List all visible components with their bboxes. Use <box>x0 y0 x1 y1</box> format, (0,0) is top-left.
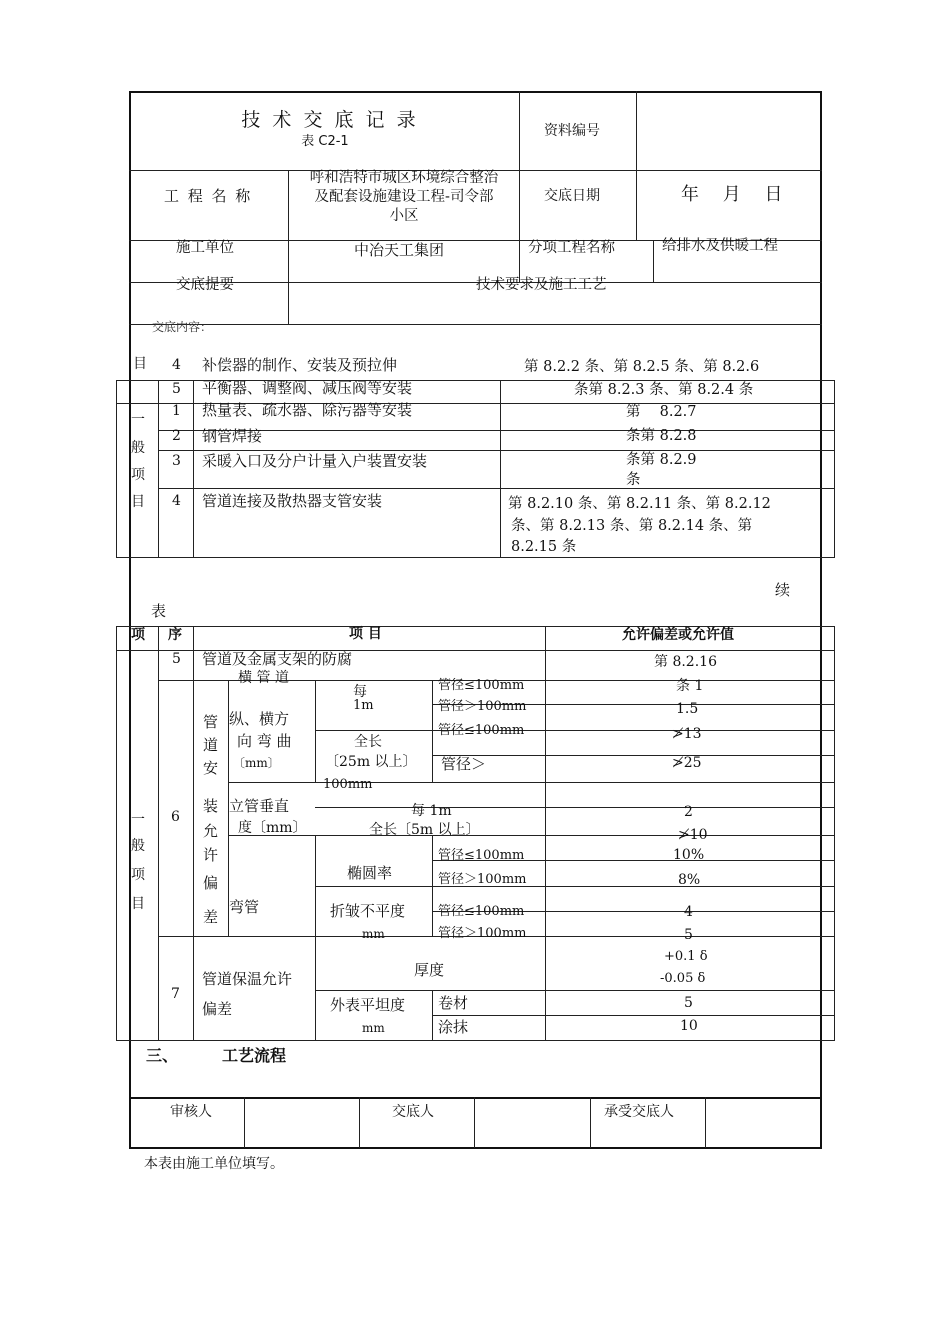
sign-divider-3 <box>474 1097 475 1148</box>
construction-unit-label: 施工单位 <box>176 240 234 256</box>
form-number: 表 C2-1 <box>301 134 349 149</box>
lower-tgt: 管径＞100mm <box>438 872 527 887</box>
upper-ref-divider <box>500 380 501 557</box>
upper-g4-ref2: 条、第 8.2.13 条、第 8.2.14 条、第 <box>511 518 753 534</box>
upper-r4-item: 补偿器的制作、安装及预拉伸 <box>202 356 398 374</box>
lower-bottom-border <box>116 1040 835 1041</box>
upper-g3-item: 采暖入口及分户计量入户装置安装 <box>202 452 428 470</box>
upper-right-border <box>834 380 835 557</box>
summary-label: 交底提要 <box>176 277 234 293</box>
lower-bao-2: 偏差 <box>202 1000 233 1018</box>
upper-g1-no: 1 <box>172 403 181 419</box>
lower-quan-1: 全长 <box>354 734 382 750</box>
header-row-line-4 <box>129 324 822 325</box>
upper-r5-no: 5 <box>172 381 181 397</box>
lower-gt100: 管径＞100mm <box>438 699 527 714</box>
lower-quan-2: 〔25m 以上〕 <box>325 754 417 770</box>
lower-gd-1: 管 <box>203 713 219 731</box>
upper-g3-ref2: 条 <box>626 472 641 488</box>
lower-li-1: 立管垂直 <box>229 797 290 815</box>
upper-side-4: 目 <box>131 494 145 510</box>
lower-quan5: 全长〔5m 以上〕 <box>369 822 480 838</box>
upper-g1-item: 热量表、疏水器、除污器等安装 <box>202 401 413 419</box>
lower-zle: 管径≤100mm <box>438 904 525 919</box>
lower-gd-5: 允 <box>203 822 219 840</box>
upper-line-5 <box>158 488 835 489</box>
project-name-line1: 呼和浩特市城区环境综合整治 <box>309 170 499 186</box>
lower-zong-2: 向 弯 曲 <box>237 732 292 750</box>
lower-val-juan: 5 <box>684 995 693 1011</box>
summary-value: 技术要求及施工工艺 <box>476 277 607 293</box>
sign-divider-5 <box>705 1097 706 1148</box>
receiver-label: 承受交底人 <box>604 1104 674 1120</box>
lower-line-j <box>315 990 835 991</box>
lower-le100: 管径≤100mm <box>438 678 525 693</box>
lower-line-k <box>432 1015 835 1016</box>
lower-hou-val-1: +0.1 δ <box>664 949 708 964</box>
lower-gd-8: 差 <box>203 908 219 926</box>
project-name-line3: 小区 <box>389 208 419 224</box>
lower-line-e <box>315 807 835 808</box>
header-name-divider <box>288 170 289 324</box>
lower-right-border <box>834 626 835 1040</box>
lower-head-xiang: 项 <box>131 627 145 643</box>
upper-side-3: 项 <box>131 467 145 483</box>
lower-side-divider <box>158 626 159 1040</box>
upper-r4-no: 4 <box>172 357 181 373</box>
lower-gt-a: 管径＞ <box>441 755 487 773</box>
lower-r7-no: 7 <box>171 986 180 1002</box>
upper-g2-ref: 条第 8.2.8 <box>626 428 697 444</box>
lower-val-4: 4 <box>684 904 693 920</box>
lower-wan: 弯管 <box>229 898 260 916</box>
lower-zong-3: 〔mm〕 <box>233 756 280 770</box>
lower-tuo: 椭圆率 <box>347 864 393 882</box>
lower-heng: 横 管 道 <box>238 670 289 686</box>
lower-mei-2: 1m <box>353 698 374 713</box>
lower-val-10p: 10% <box>673 847 705 863</box>
upper-g1-ref: 第 8.2.7 <box>626 404 697 420</box>
continued-xu: 续 <box>775 581 791 599</box>
date-value: 年 月 日 <box>681 184 783 205</box>
lower-line-b <box>315 730 835 731</box>
lower-val-5: 5 <box>684 927 693 943</box>
lower-r5-no: 5 <box>172 651 181 667</box>
section-3-number: 三、 <box>146 1046 179 1065</box>
header-col-divider-2 <box>636 91 637 241</box>
lower-sub-col <box>315 680 316 782</box>
lower-cond-col <box>432 680 433 782</box>
lower-r5-item: 管道及金属支架的防腐 <box>202 650 353 668</box>
lower-line-h <box>315 886 835 887</box>
lower-bao-1: 管道保温允许 <box>202 970 293 988</box>
date-label: 交底日期 <box>544 188 600 204</box>
lower-val-tiao1: 条 1 <box>676 678 704 694</box>
lower-zhe-1: 折皱不平度 <box>330 902 406 920</box>
sign-bottom-border <box>129 1147 822 1149</box>
lower-li-2: 度〔mm〕 <box>238 820 307 836</box>
lower-r6-no: 6 <box>171 809 180 825</box>
lower-hou: 厚度 <box>414 961 445 979</box>
continued-biao: 表 <box>151 602 167 620</box>
lower-value-divider <box>545 626 546 1040</box>
upper-mu: 目 <box>133 356 147 372</box>
upper-r5-ref: 条第 8.2.3 条、第 8.2.4 条 <box>574 382 754 398</box>
lower-val-8p: 8% <box>678 872 701 888</box>
sub-project-label: 分项工程名称 <box>528 240 615 256</box>
lower-mei1m: 每 1m <box>411 803 452 819</box>
lower-line-d <box>228 782 835 783</box>
lower-mei-1: 每 <box>353 684 367 700</box>
lower-line-f <box>228 835 835 836</box>
lower-tle: 管径≤100mm <box>438 848 525 863</box>
reviewer-label: 审核人 <box>170 1104 212 1120</box>
lower-left-border <box>116 626 117 1040</box>
lower-side-1: 一 <box>131 812 145 828</box>
sign-divider-4 <box>590 1097 591 1148</box>
upper-g4-no: 4 <box>172 493 181 509</box>
sub-project-value: 给排水及供暖工程 <box>662 238 778 254</box>
unit-col-divider-1 <box>519 240 520 282</box>
upper-g4-ref3: 8.2.15 条 <box>511 539 577 555</box>
upper-g3-ref1: 条第 8.2.9 <box>626 452 697 468</box>
upper-side-divider <box>158 380 159 557</box>
lower-wai-1: 外表平坦度 <box>330 996 406 1014</box>
upper-g3-no: 3 <box>172 453 181 469</box>
upper-r4-ref: 第 8.2.2 条、第 8.2.5 条、第 8.2.6 <box>524 359 760 375</box>
lower-line-c <box>432 755 835 756</box>
lower-val-15: 1.5 <box>676 701 699 717</box>
lower-le100b: 管径≤100mm <box>438 723 525 738</box>
upper-g4-item: 管道连接及散热器支管安装 <box>202 492 383 510</box>
unit-col-divider-2 <box>653 240 654 282</box>
upper-line-4 <box>158 450 835 451</box>
form-title: 技 术 交 底 记 录 <box>241 109 419 131</box>
upper-r5-item: 平衡器、调整阀、减压阀等安装 <box>202 379 413 397</box>
lower-juan: 卷材 <box>438 994 469 1012</box>
lower-head-allow: 允许偏差或允许值 <box>622 627 734 643</box>
lower-val-25: ≯25 <box>672 755 702 771</box>
sign-divider-2 <box>359 1097 360 1148</box>
lower-side-4: 目 <box>131 896 145 912</box>
upper-left-border <box>116 380 117 557</box>
lower-tu: 涂抹 <box>438 1018 469 1036</box>
lower-wai-2: mm <box>362 1021 385 1035</box>
header-col-divider-1 <box>519 91 520 241</box>
lower-gd-2: 道 <box>203 736 219 754</box>
content-label: 交底内容： <box>152 320 213 334</box>
header-top-border <box>129 91 822 93</box>
upper-side-2: 般 <box>131 440 145 456</box>
footer-note: 本表由施工单位填写。 <box>144 1156 284 1172</box>
construction-unit-value: 中冶天工集团 <box>354 241 445 259</box>
lower-r7-col <box>315 936 316 1040</box>
lower-val-tu: 10 <box>680 1018 698 1034</box>
upper-line-6 <box>116 557 835 558</box>
upper-no-divider <box>193 380 194 557</box>
lower-zong-1: 纵、横方 <box>229 710 290 728</box>
upper-g4-ref1: 第 8.2.10 条、第 8.2.11 条、第 8.2.12 <box>508 496 771 512</box>
lower-head-xu: 序 <box>168 627 182 643</box>
frame-left-border <box>129 91 131 1149</box>
lower-side-2: 般 <box>131 838 145 854</box>
lower-gd-7: 偏 <box>203 874 219 892</box>
lower-gd-3: 安 <box>203 759 219 777</box>
project-name-line2: 及配套设施建设工程-司令部 <box>314 189 494 205</box>
lower-val-13: ≯13 <box>672 726 702 742</box>
upper-g2-no: 2 <box>172 428 181 444</box>
lower-zgt: 管径＞100mm <box>438 926 527 941</box>
project-name-label: 工 程 名 称 <box>164 187 253 205</box>
lower-gd-4: 装 <box>203 797 219 815</box>
lower-hou-val-2: -0.05 δ <box>660 971 706 986</box>
section-3-title: 工艺流程 <box>222 1046 287 1065</box>
lower-zhe-2: mm <box>362 927 385 941</box>
lower-side-3: 项 <box>131 867 145 883</box>
lower-no-divider <box>193 626 194 1040</box>
doc-no-label: 资料编号 <box>544 123 600 139</box>
lower-val-2: 2 <box>684 804 693 820</box>
lower-gt-b: 100mm <box>323 777 373 792</box>
lower-r5-val: 第 8.2.16 <box>654 654 717 670</box>
lower-val-10: ≯10 <box>678 827 708 843</box>
upper-side-1: 一 <box>131 412 145 428</box>
lower-gd-6: 许 <box>203 846 219 864</box>
sign-divider-1 <box>244 1097 245 1148</box>
upper-g2-item: 钢管焊接 <box>202 427 263 445</box>
sign-top-border <box>129 1097 822 1099</box>
lower-head-item: 项 目 <box>349 626 382 642</box>
discloser-label: 交底人 <box>392 1104 434 1120</box>
